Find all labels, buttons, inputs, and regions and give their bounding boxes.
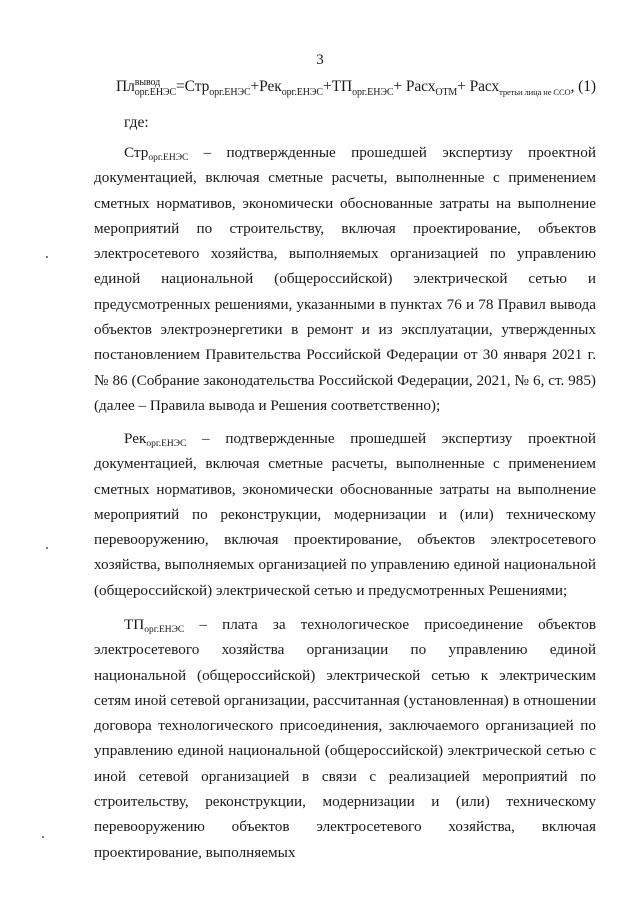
- definition-rek: [94, 426, 596, 603]
- scan-speck: [42, 836, 44, 838]
- formula-1: Пл вывод орг.ЕНЭС $=Стр_{орг.ЕНЭС}+Рек_{орг.ЕНЭС}+ТП_{орг.ЕНЭС}+$ Расх$_{ОТМ}$+ Расх$_{третьи лица не ССО}$, (1): [116, 77, 596, 98]
- term-tp: $ТП_{орг.ЕНЭС}$: [124, 616, 185, 635]
- formula-term-str: Стр$_{орг.ЕНЭС}$: [184, 78, 251, 98]
- definition-str-text: – подтвержденные прошедшей экспертизу проектной документацией, включая сметные расчеты, выполненные с применением сметных нормативов, экономически обоснованные затраты на выполнение мероприятий по строительству, включая проектирование, объектов электросетевого хозяйства, выполняемых организацией по управлению единой национальной (общероссийской) электрической сетью и предусмотренных решениями, указанными в пунктах 76 и 78 Правил вывода объектов электроэнергетики в ремонт и из эксплуатации, утвержденных постановлением Правительства Российской Федерации от 30 января 2021 г. № 86 (Собрание законодательства Российской Федерации, 2021, № 6, ст. 985) (далее – Правила вывода и Решения соответственно);: [94, 144, 596, 414]
- formula-lhs-superscript: вывод: [134, 77, 161, 88]
- term-rek: Рек$_{орг.ЕНЭС}$: [124, 430, 187, 449]
- scan-speck: [46, 256, 48, 258]
- formula-term-tp: $ТП_{орг.ЕНЭС}$: [331, 78, 394, 98]
- formula-term-rek: Рек$_{орг.ЕНЭС}$: [259, 78, 323, 98]
- formula-lhs-subscript: орг.ЕНЭС: [134, 87, 177, 98]
- formula-number: , (1): [570, 78, 596, 95]
- formula-equals: =: [176, 78, 185, 95]
- definition-tp-text: – плата за технологическое присоединение объектов электросетевого хозяйства организации по управлению единой национальной (общероссийской) электрической сетью к электрическим сетям иной сетевой организации, рассчитанная (установленная) в отношении договора технологического присоединения, заключаемого организацией по управлению единой национальной (общероссийской) электрической сетью с иной сетевой организацией в связи с реализацией мероприятий по строительству, реконструкции, модернизации и (или) техническому перевооружению объектов электросетевого хозяйства, включая проектирование, выполняемых: [94, 616, 596, 861]
- formula-term-rash-third: Расх$_{третьи лица не ССО}$: [469, 78, 571, 97]
- where-label: где:: [124, 114, 149, 131]
- formula-lhs: Пл вывод орг.ЕНЭС: [116, 77, 177, 98]
- definition-rek-text: – подтвержденные прошедшей экспертизу проектной документацией, включая сметные расчеты, выполненные с применением сметных нормативов, экономически обоснованные затраты на выполнение мероприятий по реконструкции, модернизации и (или) техническому перевооружению, включая проектирование, объектов электросетевого хозяйства, выполняемых организацией по управлению единой национальной (общероссийской) электрической сетью и предусмотренных Решениями;: [94, 430, 596, 599]
- formula-term-rash-otm: Расх$_{ОТМ}$: [405, 78, 458, 98]
- page-number: 3: [316, 52, 324, 68]
- definition-str: [94, 140, 596, 418]
- term-str: Стр$_{орг.ЕНЭС}$: [124, 144, 189, 163]
- scan-speck: [46, 547, 48, 549]
- definition-tp: [94, 612, 596, 865]
